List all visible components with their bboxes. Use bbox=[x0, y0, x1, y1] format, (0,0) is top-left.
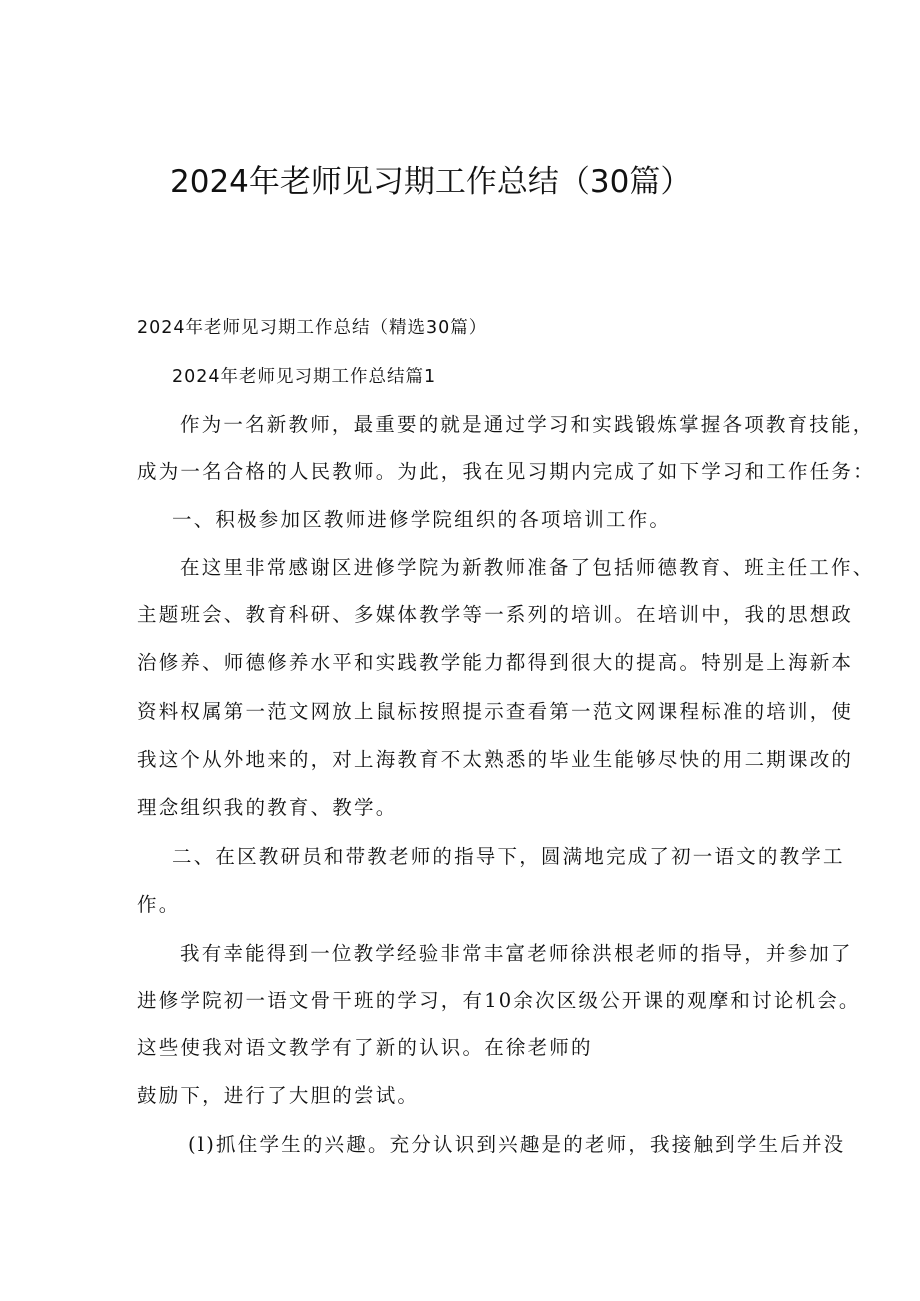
paragraph-line: 一、积极参加区教师进修学院组织的各项培训工作。 bbox=[172, 508, 672, 531]
paragraph-line: 我有幸能得到一位教学经验非常丰富老师徐洪根老师的指导，并参加了 bbox=[180, 942, 853, 965]
paragraph-line: 二、在区教研员和带教老师的指导下，圆满地完成了初一语文的教学工 bbox=[172, 845, 845, 868]
paragraph-line: 鼓励下，进行了大胆的尝试。 bbox=[137, 1084, 420, 1107]
paragraph-line: 在这里非常感谢区进修学院为新教师准备了包括师德教育、班主任工作、 bbox=[180, 556, 875, 579]
paragraph-line: 进修学院初一语文骨干班的学习，有10余次区级公开课的观摩和讨论机会。 bbox=[137, 989, 861, 1012]
paragraph-line: 作。 bbox=[137, 893, 181, 916]
paragraph-line: 理念组织我的教育、教学。 bbox=[137, 796, 398, 819]
paragraph-line: (l)抓住学生的兴趣。充分认识到兴趣是的老师，我接触到学生后并没 bbox=[188, 1133, 846, 1156]
paragraph-line: 主题班会、教育科研、多媒体教学等一系列的培训。在培训中，我的思想政 bbox=[137, 603, 854, 626]
paragraph-line: 成为一名合格的人民教师。为此，我在见习期内完成了如下学习和工作任务： bbox=[137, 460, 875, 483]
document-title: 2024年老师见习期工作总结（30篇） bbox=[170, 164, 692, 200]
paragraph-line: 作为一名新教师，最重要的就是通过学习和实践锻炼掌握各项教育技能， bbox=[180, 413, 875, 436]
paragraph-line: 治修养、师德修养水平和实践教学能力都得到很大的提高。特别是上海新本 bbox=[137, 651, 854, 674]
paragraph-line: 这些使我对语文教学有了新的认识。在徐老师的 bbox=[137, 1036, 593, 1059]
paragraph-line: 我这个从外地来的，对上海教育不太熟悉的毕业生能够尽快的用二期课改的 bbox=[137, 748, 854, 771]
section-heading: 2024年老师见习期工作总结篇1 bbox=[172, 367, 437, 387]
document-subtitle: 2024年老师见习期工作总结（精选30篇） bbox=[137, 318, 488, 338]
paragraph-line: 资料权属第一范文网放上鼠标按照提示查看第一范文网课程标准的培训，使 bbox=[137, 700, 854, 723]
